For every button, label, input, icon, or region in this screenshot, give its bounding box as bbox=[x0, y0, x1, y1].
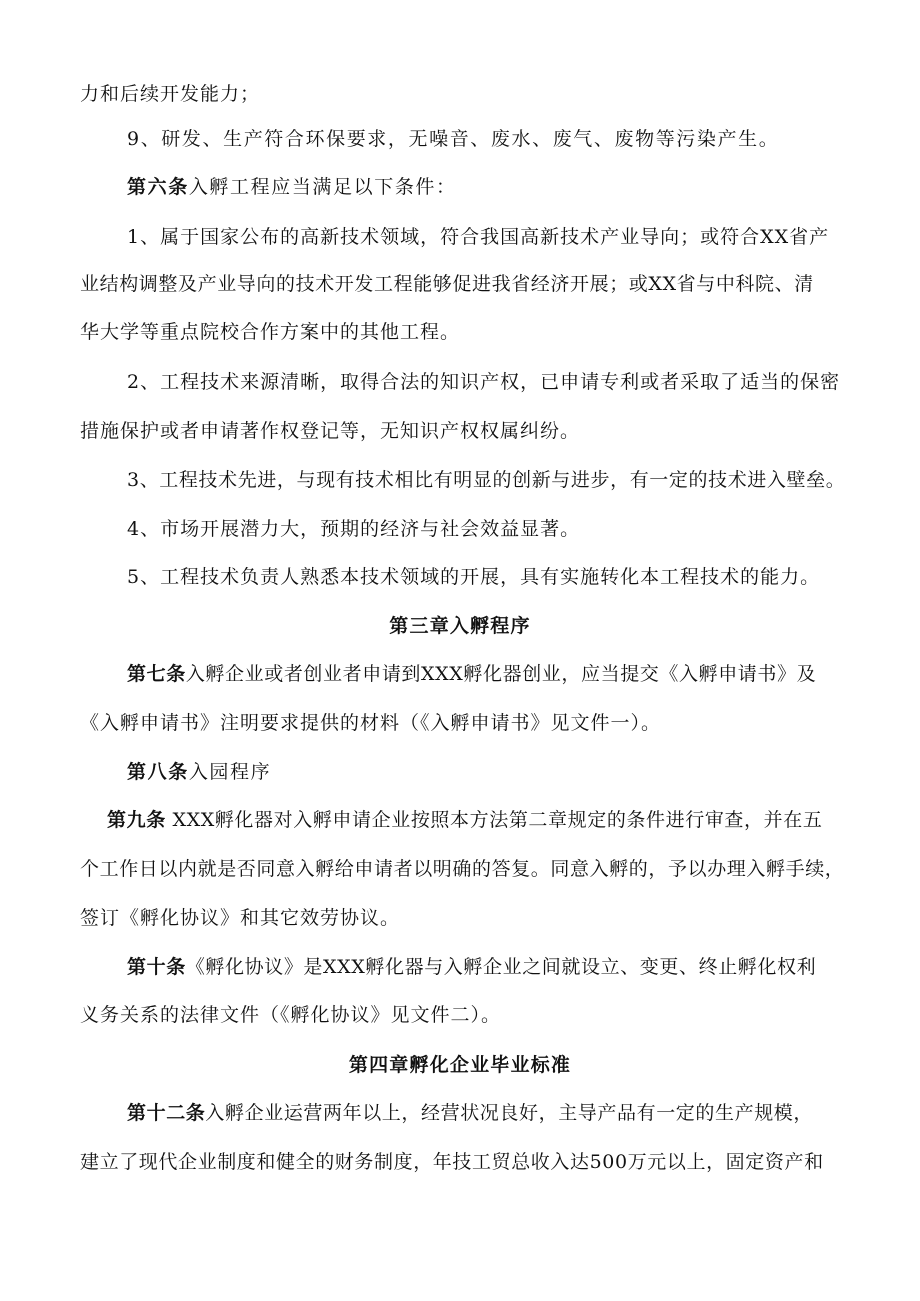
paragraph-line bbox=[127, 468, 845, 492]
text-span: 签订《孵化协议》和其它效劳协议。 bbox=[80, 907, 401, 929]
chapter-four-heading bbox=[0, 1053, 920, 1077]
text-span: 业结构调整及产业导向的技术开发工程能够促进我省经济开展；或XX省与中科院、清 bbox=[80, 273, 814, 295]
paragraph-line bbox=[80, 419, 580, 443]
paragraph-line bbox=[127, 127, 779, 151]
paragraph-line bbox=[127, 370, 840, 394]
article-ten bbox=[127, 955, 816, 979]
text-span: 措施保护或者申请著作权登记等，无知识产权权属纠纷。 bbox=[80, 420, 581, 442]
text-span: 义务关系的法律文件（《孵化协议》见文件二）。 bbox=[80, 1004, 502, 1026]
text-span: XXX孵化器对入孵申请企业按照本方法第二章规定的条件进行审查，并在五 bbox=[165, 809, 823, 831]
text-span: 5、工程技术负责人熟悉本技术领域的开展，具有实施转化本工程技术的能力。 bbox=[127, 566, 821, 588]
chapter-three-heading bbox=[0, 614, 920, 638]
text-span: 《入孵申请书》注明要求提供的材料（《入孵申请书》见文件一）。 bbox=[80, 712, 662, 734]
article-label: 第八条 bbox=[127, 761, 189, 783]
article-label: 第十二条 bbox=[127, 1102, 206, 1124]
text-span: 入孵企业运营两年以上，经营状况良好，主导产品有一定的生产规模， bbox=[205, 1102, 814, 1124]
text-span: 入园程序 bbox=[188, 761, 272, 783]
paragraph-line bbox=[127, 517, 580, 541]
text-span: 《孵化协议》是XXX孵化器与入孵企业之间就设立、变更、终止孵化权利 bbox=[185, 956, 817, 978]
heading-text: 第三章入孵程序 bbox=[389, 615, 531, 637]
article-label: 第七条 bbox=[127, 663, 186, 685]
text-span: 入孵企业或者创业者申请到XXX孵化器创业，应当提交《入孵申请书》及 bbox=[185, 663, 817, 685]
text-span: 建立了现代企业制度和健全的财务制度，年技工贸总收入达500万元以上，固定资产和 bbox=[80, 1151, 824, 1173]
text-span: 入孵工程应当满足以下条件： bbox=[188, 176, 457, 198]
text-span: 个工作日以内就是否同意入孵给申请者以明确的答复。同意入孵的，予以办理入孵手续， bbox=[80, 858, 845, 880]
article-label: 第十条 bbox=[127, 956, 186, 978]
paragraph-line bbox=[80, 857, 844, 881]
article-nine bbox=[107, 808, 822, 832]
paragraph-line bbox=[127, 225, 829, 249]
paragraph-line bbox=[80, 82, 260, 106]
text-span: 2、工程技术来源清晰，取得合法的知识产权，已申请专利或者采取了适当的保密 bbox=[127, 371, 841, 393]
paragraph-line bbox=[80, 1003, 501, 1027]
text-span: 9、研发、生产符合环保要求，无噪音、废水、废气、废物等污染产生。 bbox=[127, 128, 780, 150]
paragraph-line bbox=[80, 1150, 824, 1174]
article-seven bbox=[127, 662, 816, 686]
text-span: 4、市场开展潜力大，预期的经济与社会效益显著。 bbox=[127, 518, 581, 540]
article-twelve bbox=[127, 1101, 813, 1125]
paragraph-line bbox=[80, 711, 661, 735]
text-span: 力和后续开发能力； bbox=[80, 83, 261, 105]
heading-text: 第四章孵化企业毕业标准 bbox=[348, 1054, 572, 1076]
paragraph-line bbox=[80, 272, 814, 296]
article-label: 第九条 bbox=[107, 809, 166, 831]
text-span: 1、属于国家公布的高新技术领域，符合我国高新技术产业导向；或符合XX省产 bbox=[127, 226, 830, 248]
paragraph-line bbox=[80, 906, 400, 930]
text-span: 3、工程技术先进，与现有技术相比有明显的创新与进步，有一定的技术进入壁垒。 bbox=[127, 469, 846, 491]
article-eight bbox=[127, 760, 271, 784]
paragraph-line bbox=[80, 320, 460, 344]
article-label: 第六条 bbox=[127, 176, 189, 198]
paragraph-line bbox=[127, 565, 820, 589]
article-six bbox=[127, 175, 457, 199]
text-span: 华大学等重点院校合作方案中的其他工程。 bbox=[80, 321, 461, 343]
